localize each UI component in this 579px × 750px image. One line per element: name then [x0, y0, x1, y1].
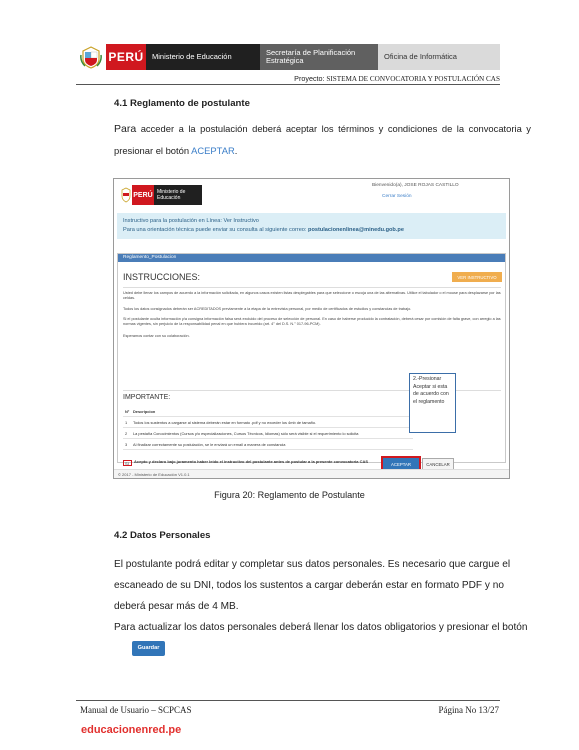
instr-paragraph-2: Todos los datos consignados deberán ser ACREDITADOS previamente a la etapa de la entrevista personal, por medio de certificados de estudios y constancias de trabajo.	[123, 307, 412, 311]
close-session-link[interactable]: Cerrar Sesión	[382, 194, 412, 199]
aceptar-button[interactable]: ACEPTAR	[383, 458, 419, 470]
section-paragraph-reglamento	[114, 118, 531, 161]
para-body: acceder a la postulación deberá aceptar los términos y condiciones de la convocatoria y presionar el botón	[114, 123, 531, 156]
guardar-button[interactable]: Guardar	[132, 641, 165, 656]
app-shield-icon	[120, 185, 132, 205]
info-contact-text: Para una orientación técnica puede enviar su consulta al siguiente correo:	[123, 227, 309, 233]
app-topbar	[114, 179, 509, 211]
divider	[123, 287, 501, 288]
section-heading-reglamento: 4.1 Reglamento de postulante	[114, 98, 250, 109]
table-row	[123, 439, 413, 450]
table-cell-num: 1	[125, 419, 128, 425]
watermark: educacionenred.pe	[81, 724, 182, 736]
app-footer: © 2017 - Ministerio de Educación V1.0.1	[114, 469, 509, 478]
info-line-contact	[123, 226, 500, 235]
section-paragraph-datos-1: El postulante podrá editar y completar sus datos personales. Es necesario que cargue el escaneado de su DNI, todos los sustentos a cargar deberán estar en formato PDF y no deberá pesar más de 4 MB.	[114, 559, 511, 612]
app-logo-peru: PERÚ	[132, 185, 154, 205]
info-banner	[117, 213, 506, 239]
importante-heading: IMPORTANTE:	[123, 394, 171, 401]
instr-paragraph-4: Esperamos contar con su colaboración.	[123, 334, 190, 338]
footer-page-number: Página No 13/27	[438, 705, 499, 715]
importante-table	[123, 406, 413, 450]
table-cell-desc: Al finalizar correctamente su postulación, se le enviará un email a manera de constancia	[133, 441, 286, 447]
welcome-user: Bienvenido(a), JOSE ROJAS CASTILLO	[372, 183, 459, 188]
table-cell-desc: Todos los sustentos a cargarse al sistema deberán estar en formato .pdf y no exceder los 4mb de tamaño.	[133, 419, 317, 425]
checkbox-si-label: SI	[125, 461, 129, 466]
project-value: SISTEMA DE CONVOCATORIA Y POSTULACIÓN CAS	[326, 75, 500, 83]
footer-divider	[76, 700, 500, 701]
table-row	[123, 428, 413, 439]
instr-paragraph-3: Si el postulante oculta información y/a consigna información falsa será excluido del proceso de selección de personal. En caso de haberse producido la contratación, deberá cesar por comisión de falta grave, con arreglo a las normas vigentes, sin perjuicio de la responsabilidad penal en que hubiera incurrido (art. 4° del D.S. N.° 017-96-PCM).	[123, 317, 501, 326]
peru-brand: PERÚ	[106, 44, 146, 70]
project-line	[294, 74, 500, 83]
table-row	[123, 417, 413, 428]
table-cell-num: 2	[125, 430, 128, 436]
cancelar-button[interactable]: CANCELAR	[422, 458, 454, 470]
contact-email: postulacionenlinea@minedu.gob.pe	[308, 227, 404, 233]
para-end: .	[234, 145, 238, 156]
instr-paragraph-1: Usted debe llenar los campos de acuerdo a la información solicitada, en algunos casos existen listas desplegables para que seleccione o escoja una de las alternativas. Utilice el tabulador o el mouse para desplazarse por las celdas.	[123, 291, 501, 300]
figure-screenshot-reglamento	[113, 178, 510, 479]
peru-coat-of-arms-icon	[76, 44, 106, 70]
instrucciones-heading: INSTRUCCIONES:	[123, 272, 201, 282]
figure-caption: Figura 20: Reglamento de Postulante	[214, 490, 365, 500]
oficina-label: Oficina de Informática	[378, 44, 500, 70]
panel-title: Reglamento_Postulacion	[118, 254, 505, 262]
para-lead: Para	[114, 123, 137, 135]
table-cell-num: 3	[125, 441, 128, 447]
table-header-num: N°	[125, 408, 130, 414]
section-heading-datos: 4.2 Datos Personales	[114, 530, 211, 541]
table-cell-desc: La pestaña Conocimientos (Cursos y/o especializaciones, Cursos Técnicos, Idiomas) sólo será visible si el requerimiento lo solicita	[133, 430, 359, 436]
callout-annotation: 2.-Presionar Aceptar si esta de acuerdo con el reglamento	[409, 373, 456, 433]
ver-instructivo-button[interactable]: VER INSTRUCTIVO	[452, 272, 502, 282]
info-line-instructivo: Instructivo para la postulación en Línea: Ver Instructivo	[123, 218, 259, 224]
section-paragraph-datos-2	[114, 617, 531, 659]
accept-checkbox[interactable]	[123, 460, 132, 466]
header-divider	[76, 84, 500, 85]
project-label: Proyecto:	[294, 74, 325, 83]
app-logo-ministerio: Ministerio de Educación	[154, 185, 202, 205]
accept-declaration-text: Acepto y declaro bajo juramento haber leído el instructivo del postulante antes de postular a la presente convocatoria CAS	[134, 459, 369, 464]
ministerio-label: Ministerio de Educación	[146, 44, 260, 70]
app-logo	[120, 185, 202, 205]
table-header-row	[123, 406, 413, 417]
footer-manual-title: Manual de Usuario – SCPCAS	[80, 705, 192, 715]
aceptar-link-text: ACEPTAR	[191, 145, 235, 156]
secretaria-label: Secretaría de Planificación Estratégica	[260, 44, 378, 70]
para2-text: Para actualizar los datos personales deberá llenar los datos obligatorios y presionar el botón	[114, 622, 528, 633]
table-header-desc: Descripcion	[133, 408, 156, 414]
document-header	[76, 44, 500, 70]
